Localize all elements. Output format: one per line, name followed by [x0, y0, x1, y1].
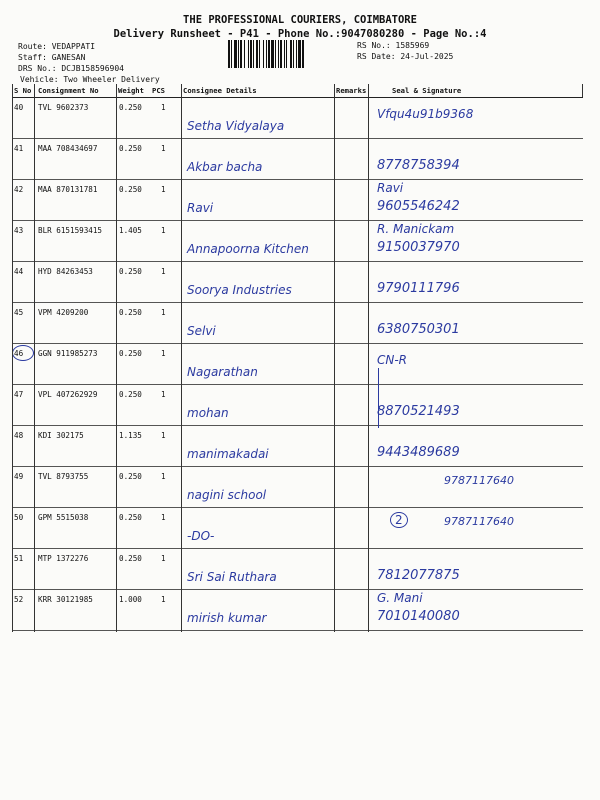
weight-value: 0.250	[119, 513, 142, 522]
col-seal: Seal & Signature	[392, 86, 462, 95]
circled-mark	[12, 345, 34, 361]
table-row	[12, 97, 583, 139]
runsheet-title: Delivery Runsheet - P41 - Phone No.:9047080280 - Page No.:4	[113, 28, 487, 40]
col-divider	[116, 84, 117, 632]
rs-date: RS Date: 24-Jul-2025	[357, 52, 454, 61]
row-sno: 45	[14, 308, 24, 317]
barcode-bar	[271, 40, 274, 68]
consignee-name: Akbar bacha	[187, 160, 263, 174]
phone-number: 8870521493	[377, 404, 460, 419]
barcode-bar	[298, 40, 301, 68]
pcs-value: 1	[161, 267, 166, 276]
consignee-name: -DO-	[187, 529, 215, 543]
consignee-name: Annapoorna Kitchen	[187, 242, 309, 256]
row-sno: 52	[14, 595, 24, 604]
col-divider	[34, 84, 35, 632]
barcode-bar	[259, 40, 260, 68]
pcs-value: 1	[161, 595, 166, 604]
barcode-bar	[250, 40, 252, 68]
weight-value: 0.250	[119, 144, 142, 153]
row-sno: 51	[14, 554, 24, 563]
phone-number: 9787117640	[444, 474, 514, 487]
consignment-number: VPL 407262929	[38, 390, 98, 399]
col-weight: Weight	[118, 86, 144, 95]
col-remarks: Remarks	[336, 86, 367, 95]
drs-label: DRS No.: DCJB158596904	[18, 64, 124, 73]
consignment-number: TVL 9602373	[38, 103, 89, 112]
weight-value: 0.250	[119, 185, 142, 194]
consignment-number: TVL 8793755	[38, 472, 89, 481]
barcode-bar	[278, 40, 279, 68]
consignee-name: Setha Vidyalaya	[187, 119, 285, 133]
signature-text: CN-R	[377, 353, 408, 367]
weight-value: 0.250	[119, 308, 142, 317]
col-pcs: PCS	[152, 86, 165, 95]
barcode	[228, 40, 354, 68]
consignment-number: MAA 870131781	[38, 185, 98, 194]
row-sno: 42	[14, 185, 24, 194]
consignment-number: BLR 6151593415	[38, 226, 103, 235]
barcode-bar	[302, 40, 304, 68]
pcs-value: 1	[161, 554, 166, 563]
pcs-value: 1	[161, 144, 166, 153]
consignment-number: MTP 1372276	[38, 554, 89, 563]
barcode-bar	[290, 40, 292, 68]
pcs-value: 1	[161, 226, 166, 235]
staff-label: Staff: GANESAN	[18, 53, 86, 62]
barcode-bar	[266, 40, 267, 68]
consignment-number: GPM 5515038	[38, 513, 89, 522]
rs-number: RS No.: 1585969	[357, 41, 430, 50]
table-row	[12, 220, 583, 262]
weight-value: 0.250	[119, 390, 142, 399]
weight-value: 0.250	[119, 554, 142, 563]
row-sno: 46	[14, 349, 24, 358]
consignee-name: Nagarathan	[187, 365, 258, 379]
consignee-name: Ravi	[187, 201, 214, 215]
col-divider	[181, 84, 182, 632]
barcode-bar	[240, 40, 242, 68]
consignment-number: KRR 30121985	[38, 595, 93, 604]
col-divider	[582, 84, 583, 97]
weight-value: 0.250	[119, 267, 142, 276]
barcode-bar	[263, 40, 264, 68]
phone-number: 9787117640	[444, 515, 514, 528]
row-sno: 40	[14, 103, 24, 112]
pcs-value: 1	[161, 472, 166, 481]
consignment-number: HYD 84263453	[38, 267, 93, 276]
bracket-mark	[378, 368, 385, 428]
row-sno: 41	[14, 144, 24, 153]
barcode-bar	[296, 40, 297, 68]
barcode-bar	[286, 40, 287, 68]
barcode-bar	[293, 40, 294, 68]
phone-number: 7010140080	[377, 609, 460, 624]
phone-number: 7812077875	[377, 568, 460, 583]
phone-number: 9605546242	[377, 199, 460, 214]
col-divider	[12, 84, 13, 632]
pcs-value: 1	[161, 349, 166, 358]
route-label: Route: VEDAPPATI	[18, 42, 96, 51]
col-divider	[368, 84, 369, 632]
weight-value: 1.405	[119, 226, 142, 235]
weight-value: 0.250	[119, 472, 142, 481]
weight-value: 1.135	[119, 431, 142, 440]
runsheet-meta-right	[357, 40, 453, 62]
signature-text: Ravi	[377, 181, 404, 195]
barcode-bar	[244, 40, 245, 68]
consignee-name: Selvi	[187, 324, 216, 338]
table-header	[12, 84, 583, 98]
phone-number: 9790111796	[377, 281, 460, 296]
phone-number: 8778758394	[377, 158, 460, 173]
table-row	[12, 548, 583, 590]
weight-value: 0.250	[119, 103, 142, 112]
phone-number: 9443489689	[377, 445, 460, 460]
signature-text: Vfqu4u91b9368	[377, 107, 474, 121]
weight-value: 1.000	[119, 595, 142, 604]
barcode-bar	[234, 40, 237, 68]
consignment-number: MAA 708434697	[38, 144, 98, 153]
barcode-bar	[284, 40, 285, 68]
table-row	[12, 343, 583, 385]
row-sno: 48	[14, 431, 24, 440]
pcs-value: 1	[161, 103, 166, 112]
row-sno: 50	[14, 513, 24, 522]
consignee-name: Sri Sai Ruthara	[187, 570, 277, 584]
consignment-number: VPM 4209200	[38, 308, 89, 317]
row-sno: 47	[14, 390, 24, 399]
table-row	[12, 179, 583, 221]
phone-number: 6380750301	[377, 322, 460, 337]
consignee-name: Soorya Industries	[187, 283, 292, 297]
row-50-note: 2	[390, 512, 408, 528]
row-sno: 44	[14, 267, 24, 276]
barcode-bar	[231, 40, 232, 68]
consignee-name: mohan	[187, 406, 229, 420]
barcode-bar	[256, 40, 258, 68]
pcs-value: 1	[161, 390, 166, 399]
table-row	[12, 384, 583, 426]
table-row	[12, 507, 583, 549]
phone-number: 9150037970	[377, 240, 460, 255]
col-consignee: Consignee Details	[183, 86, 257, 95]
table-row	[12, 425, 583, 467]
col-consignment: Consignment No	[38, 86, 99, 95]
col-divider	[334, 84, 335, 632]
col-sno: S No	[14, 86, 32, 95]
pcs-value: 1	[161, 185, 166, 194]
pcs-value: 1	[161, 431, 166, 440]
table-row	[12, 589, 583, 631]
table-row	[12, 138, 583, 180]
vehicle-label: Vehicle: Two Wheeler Delivery	[20, 75, 160, 84]
consignee-name: manimakadai	[187, 447, 269, 461]
company-title: THE PROFESSIONAL COURIERS, COIMBATORE	[183, 14, 417, 26]
table-row	[12, 302, 583, 344]
barcode-bar	[280, 40, 282, 68]
pcs-value: 1	[161, 513, 166, 522]
consignment-number: KDI 302175	[38, 431, 84, 440]
signature-text: G. Mani	[377, 591, 423, 605]
row-sno: 43	[14, 226, 24, 235]
signature-text: R. Manickam	[377, 222, 455, 236]
runsheet-meta-left	[18, 41, 160, 85]
barcode-bar	[248, 40, 249, 68]
weight-value: 0.250	[119, 349, 142, 358]
table-row	[12, 261, 583, 303]
row-sno: 49	[14, 472, 24, 481]
table-row	[12, 466, 583, 508]
barcode-bar	[275, 40, 276, 68]
barcode-bar	[268, 40, 270, 68]
consignee-name: mirish kumar	[187, 611, 267, 625]
barcode-bar	[228, 40, 230, 68]
pcs-value: 1	[161, 308, 166, 317]
consignee-name: nagini school	[187, 488, 267, 502]
barcode-bar	[238, 40, 239, 68]
barcode-bar	[253, 40, 254, 68]
consignment-number: GGN 911985273	[38, 349, 98, 358]
